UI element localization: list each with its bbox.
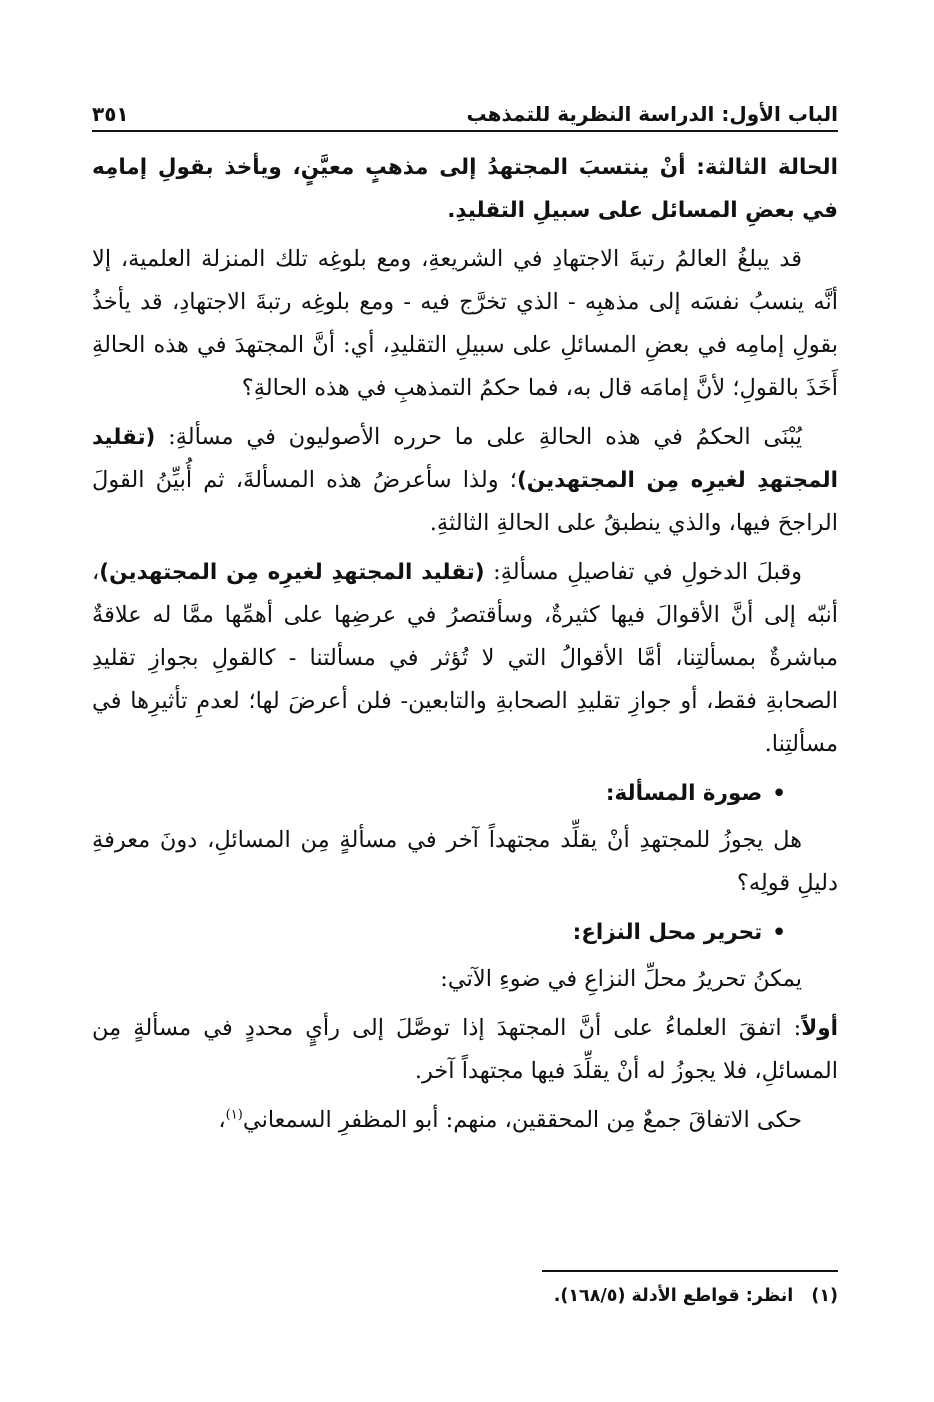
bullet-icon: • — [772, 781, 786, 806]
footnote-reference[interactable]: (١) — [225, 1107, 243, 1123]
paragraph-5: يمكنُ تحريرُ محلِّ النزاعِ في ضوءِ الآتي: — [440, 966, 802, 992]
paragraph-2-text-a: يُبْنَى الحكمُ في هذه الحالةِ على ما حرره الأصوليون في مسألةِ: — [155, 424, 802, 450]
footnote-number: (١) — [811, 1286, 838, 1306]
paragraph-2-text-b: ؛ ولذا سأعرضُ هذه المسألةَ، ثم أُبيِّنُ القولَ الراجحَ فيها، والذي ينطبقُ على الحالةِ الثالثةِ. — [92, 467, 838, 536]
footnote-text: انظر: قواطع الأدلة (١٦٨/٥). — [553, 1286, 794, 1306]
paragraph-7 — [92, 1099, 838, 1142]
running-header — [92, 92, 838, 126]
first-point-text: : اتفقَ العلماءُ على أنَّ المجتهدَ إذا توصَّلَ إلى رأيٍ محددٍ في مسألةٍ مِن المسائلِ، فلا يجوزُ له أنْ يقلِّدَ فيها مجتهداً آخر. — [92, 1015, 838, 1084]
page-body — [92, 146, 838, 1148]
paragraph-7-text: حكى الاتفاقَ جمعٌ مِن المحققين، منهم: أبو المظفرِ السمعاني — [242, 1107, 802, 1133]
page-number: ٣٥١ — [92, 102, 129, 126]
paragraph-3-text-b: ، أنبّه إلى أنَّ الأقوالَ فيها كثيرةٌ، وسأقتصرُ في عرضِها على أهمِّها ممَّا له علاقةٌ مباشرةٌ بمسألتِنا، أمَّا الأقوالُ التي لا تُؤثر في مسألتنا - كالقولِ بجوازِ تقليدِ الصحابةِ فقط، أو جوازِ تقليدِ الصحابةِ والتابعين- فلن أعرضَ لها؛ لعدمِ تأثيرِها في مسألتِنا. — [92, 559, 838, 757]
paragraph-6 — [92, 1007, 838, 1093]
paragraph-7-tail: ، — [218, 1107, 226, 1133]
paragraph-3-text-a: وقبلَ الدخولِ في تفاصيلِ مسألةِ: — [484, 559, 802, 585]
footnote — [92, 1286, 838, 1306]
paragraph-2-bold: (تقليد المجتهدِ لغيرِه مِن المجتهدين) — [92, 425, 838, 493]
first-point-label: أولاً — [801, 1016, 838, 1041]
dispute-label: تحرير محل النزاع: — [572, 920, 763, 945]
issue-image-label: صورة المسألة: — [605, 781, 763, 806]
dispute-heading — [92, 911, 838, 954]
header-rule — [92, 130, 838, 132]
bullet-icon: • — [772, 920, 786, 945]
paragraph-2 — [92, 416, 838, 545]
paragraph-4: هل يجوزُ للمجتهدِ أنْ يقلِّد مجتهداً آخر في مسألةٍ مِن المسائلِ، دونَ معرفةِ دليلِ قولِه؟ — [92, 827, 838, 896]
paragraph-3-bold: (تقليد المجتهدِ لغيرِه مِن المجتهدين) — [99, 560, 485, 585]
paragraph-3 — [92, 551, 838, 766]
paragraph-1: قد يبلغُ العالمُ رتبةَ الاجتهادِ في الشريعةِ، ومع بلوغِه تلك المنزلة العلمية، إلا أنَّه ينسبُ نفسَه إلى مذهبِه - الذي تخرَّج فيه - ومع بلوغِه رتبةَ الاجتهادِ، قد يأخذُ بقولِ إمامِه في بعضِ المسائلِ على سبيلِ التقليدِ، أي: أنَّ المجتهدَ في هذه الحالةِ أَخَذَ بالقولِ؛ لأنَّ إمامَه قال به، فما حكمُ التمذهبِ في هذه الحالةِ؟ — [92, 246, 838, 401]
chapter-title: الباب الأول: الدراسة النظرية للتمذهب — [466, 102, 838, 126]
footnote-rule — [542, 1270, 838, 1272]
case-three-heading: الحالة الثالثة: أنْ ينتسبَ المجتهدُ إلى مذهبٍ معيَّنٍ، ويأخذ بقولِ إمامِه في بعضِ المسائل على سبيلِ التقليدِ. — [92, 155, 838, 223]
issue-image-heading — [92, 772, 838, 815]
